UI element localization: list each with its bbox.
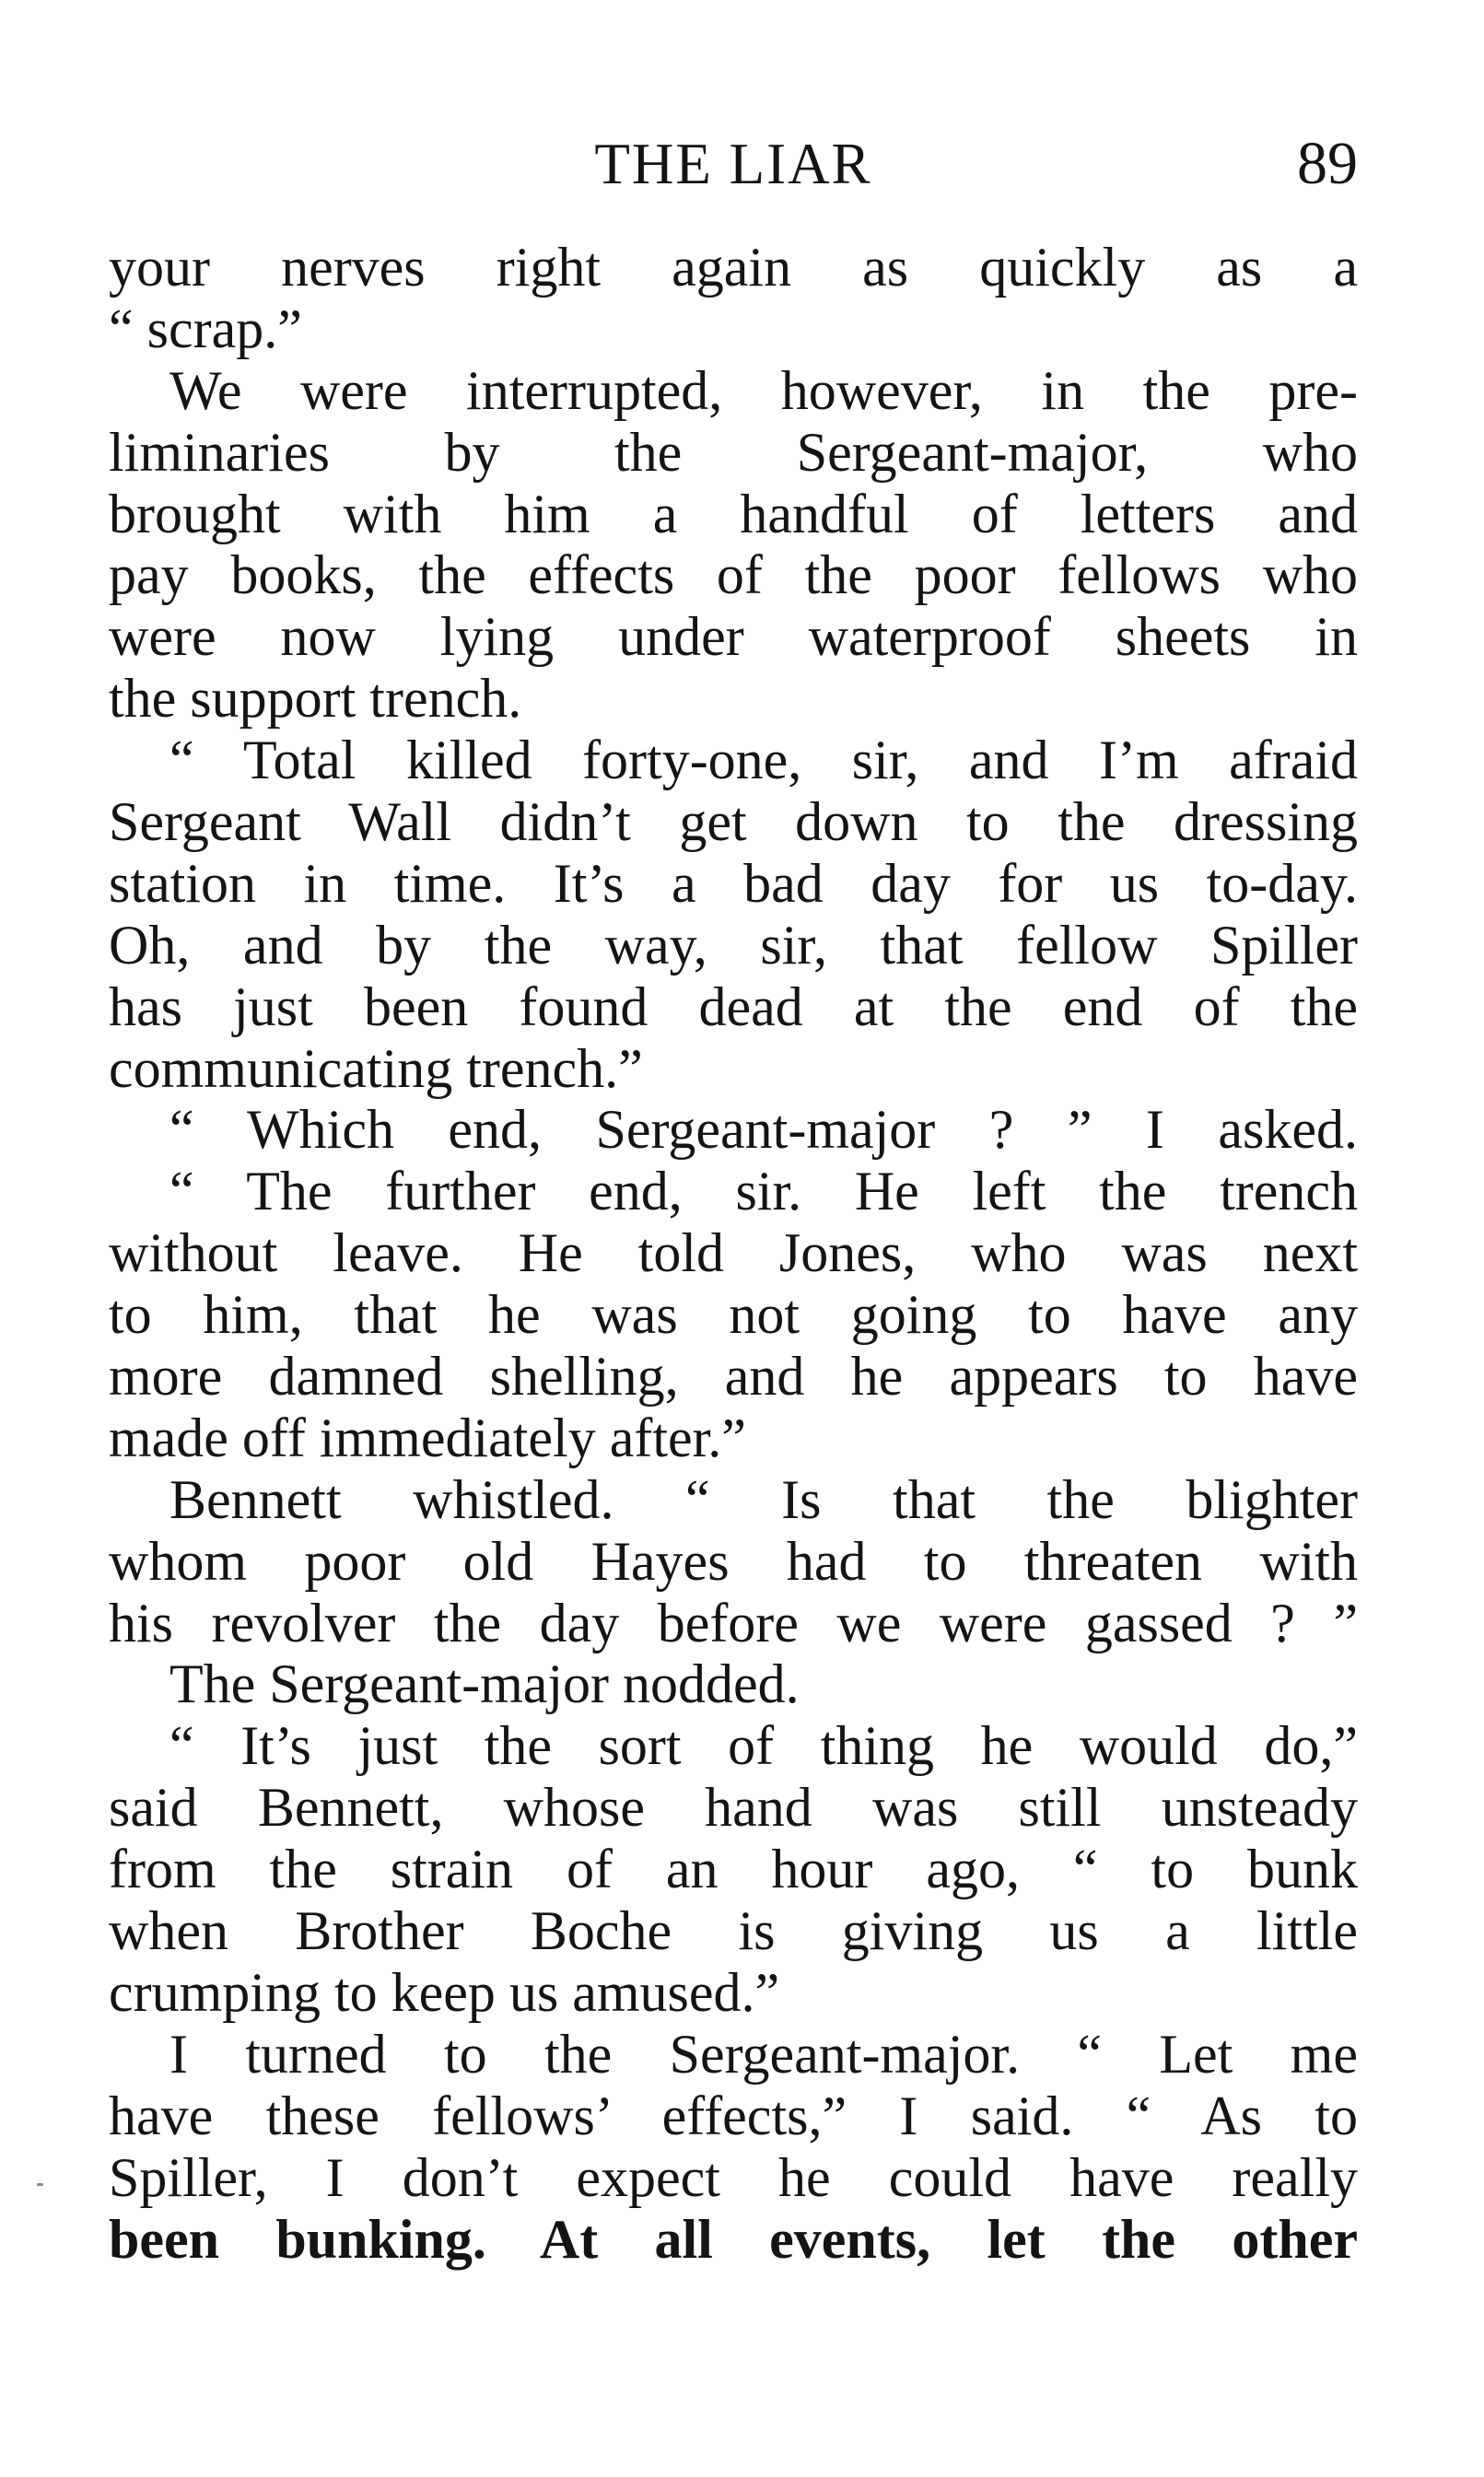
running-head — [109, 127, 1358, 201]
text-line: “ It’s just the sort of thing he would do,” — [169, 1715, 1358, 1777]
text-line: his revolver the day before we were gassed ? ” — [109, 1592, 1358, 1653]
text-line: Spiller, I don’t expect he could have really — [109, 2146, 1358, 2208]
text-line: “ scrap.” — [109, 298, 302, 359]
text-line: when Brother Boche is giving us a little — [109, 1900, 1358, 1962]
text-line: has just been found dead at the end of the — [109, 976, 1358, 1037]
margin-speck — [37, 2183, 43, 2186]
text-line: without leave. He told Jones, who was next — [109, 1222, 1358, 1284]
text-line: whom poor old Hayes had to threaten with — [109, 1530, 1358, 1592]
text-line: to him, that he was not going to have any — [109, 1284, 1358, 1346]
text-line: said Bennett, whose hand was still unsteady — [109, 1777, 1358, 1839]
text-line: from the strain of an hour ago, “ to bunk — [109, 1839, 1358, 1900]
text-line: The Sergeant-major nodded. — [169, 1653, 800, 1715]
text-line: have these fellows’ effects,” I said. “ As to — [109, 2085, 1358, 2146]
page-number: 89 — [1297, 130, 1358, 197]
text-line: liminaries by the Sergeant-major, who — [109, 421, 1358, 483]
text-line: We were interrupted, however, in the pre- — [169, 359, 1358, 421]
text-line: made off immediately after.” — [109, 1407, 746, 1468]
text-line: Bennett whistled. “ Is that the blighter — [169, 1468, 1358, 1530]
text-line: Oh, and by the way, sir, that fellow Spiller — [109, 914, 1358, 976]
text-line: “ Which end, Sergeant-major ? ” I asked. — [169, 1099, 1358, 1161]
text-line: crumping to keep us amused.” — [109, 1961, 780, 2023]
running-title: THE LIAR — [594, 132, 872, 196]
text-line: station in time. It’s a bad day for us to-day. — [109, 852, 1358, 914]
text-line: were now lying under waterproof sheets in — [109, 606, 1358, 668]
text-line: brought with him a handful of letters and — [109, 483, 1358, 544]
text-line: pay books, the effects of the poor fellows who — [109, 544, 1358, 606]
text-line: been bunking. At all events, let the other — [109, 2208, 1358, 2270]
text-line: the support trench. — [109, 668, 522, 730]
text-line: Sergeant Wall didn’t get down to the dressing — [109, 791, 1358, 853]
text-line: “ Total killed forty-one, sir, and I’m afraid — [169, 730, 1358, 791]
text-line: “ The further end, sir. He left the trench — [169, 1161, 1358, 1222]
text-line: communicating trench.” — [109, 1037, 643, 1099]
text-line: I turned to the Sergeant-major. “ Let me — [169, 2023, 1358, 2085]
body-text — [109, 237, 1358, 2270]
text-line: your nerves right again as quickly as a — [109, 237, 1358, 298]
text-line: more damned shelling, and he appears to have — [109, 1346, 1358, 1408]
